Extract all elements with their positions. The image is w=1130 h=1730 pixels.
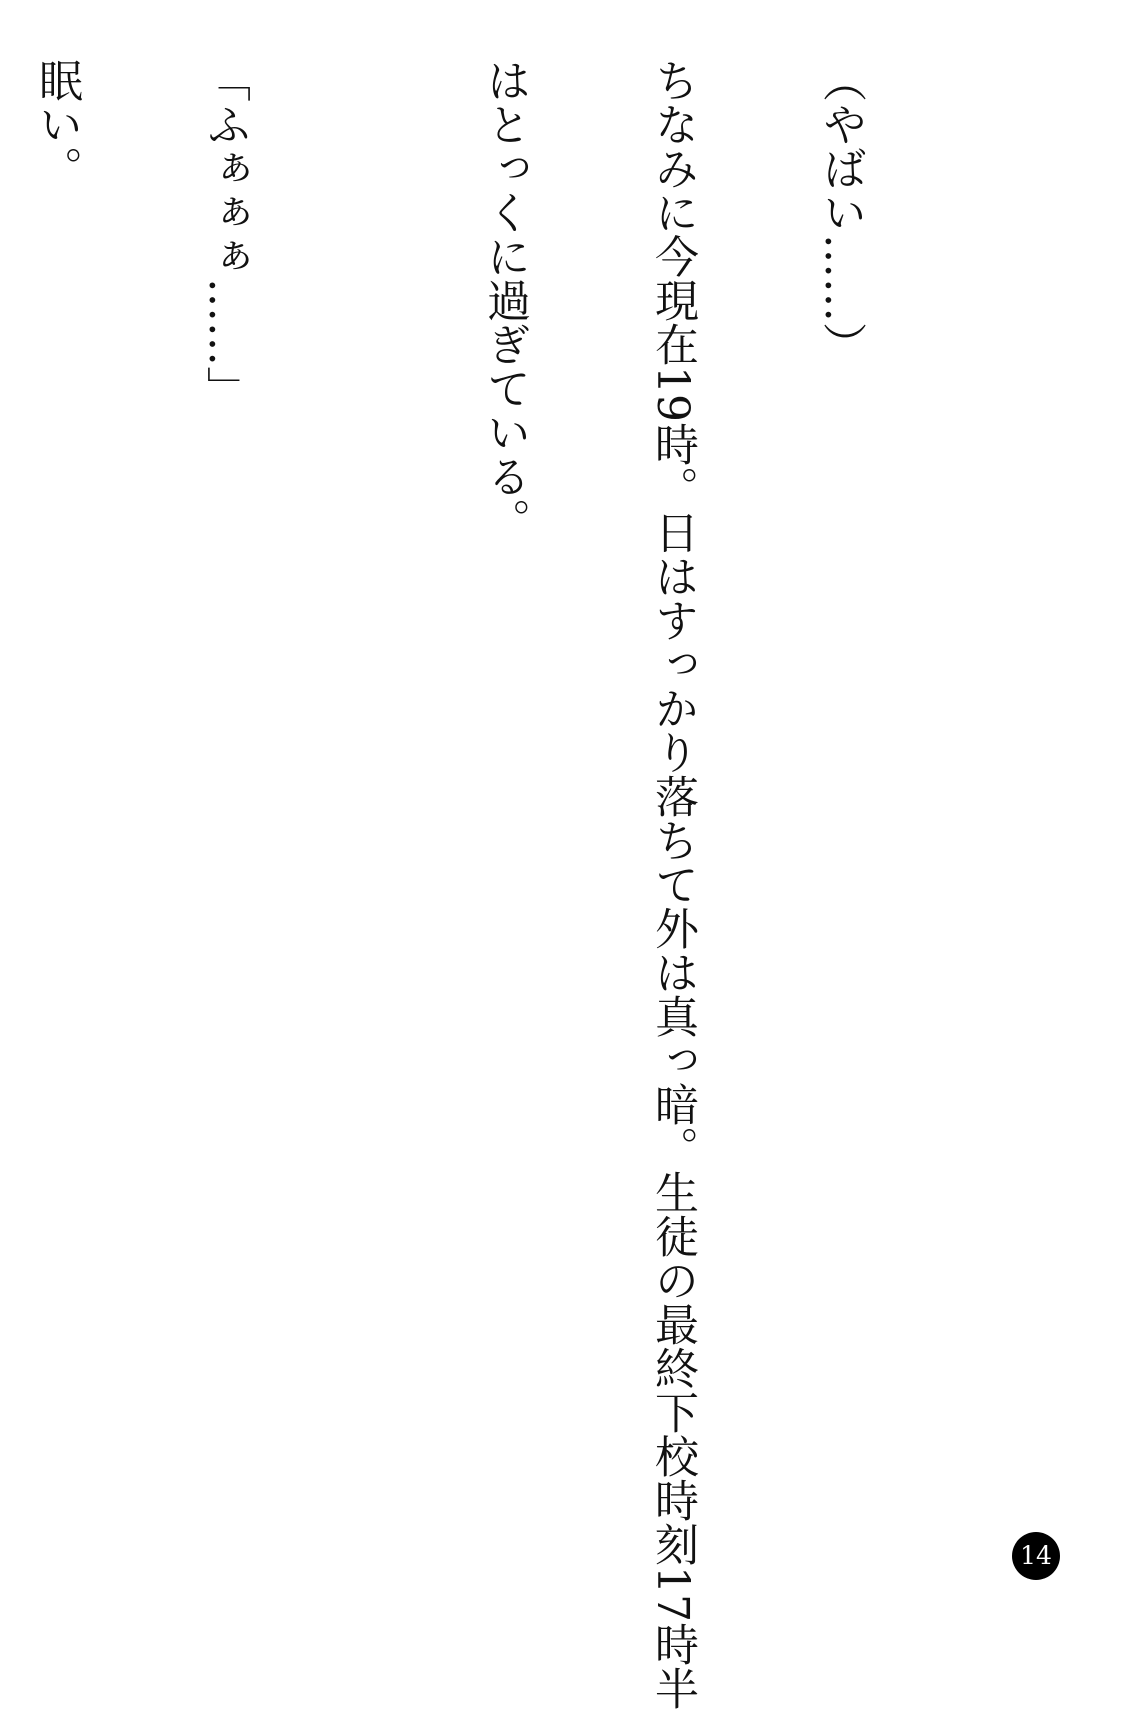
text-line: はとっくに過ぎている。 [479,58,530,542]
text-line: （やばい……） [815,58,866,366]
text-line: 「ふぁぁぁ……」 [199,58,250,410]
page-number-badge: 14 [1012,1532,1060,1580]
text-line: ちなみに今現在19時。日はすっかり落ちて外は真っ暗。生徒の最終下校時刻17時半 [647,58,698,1710]
body-text [31,58,980,1710]
text-line: 眠い。 [31,58,82,190]
